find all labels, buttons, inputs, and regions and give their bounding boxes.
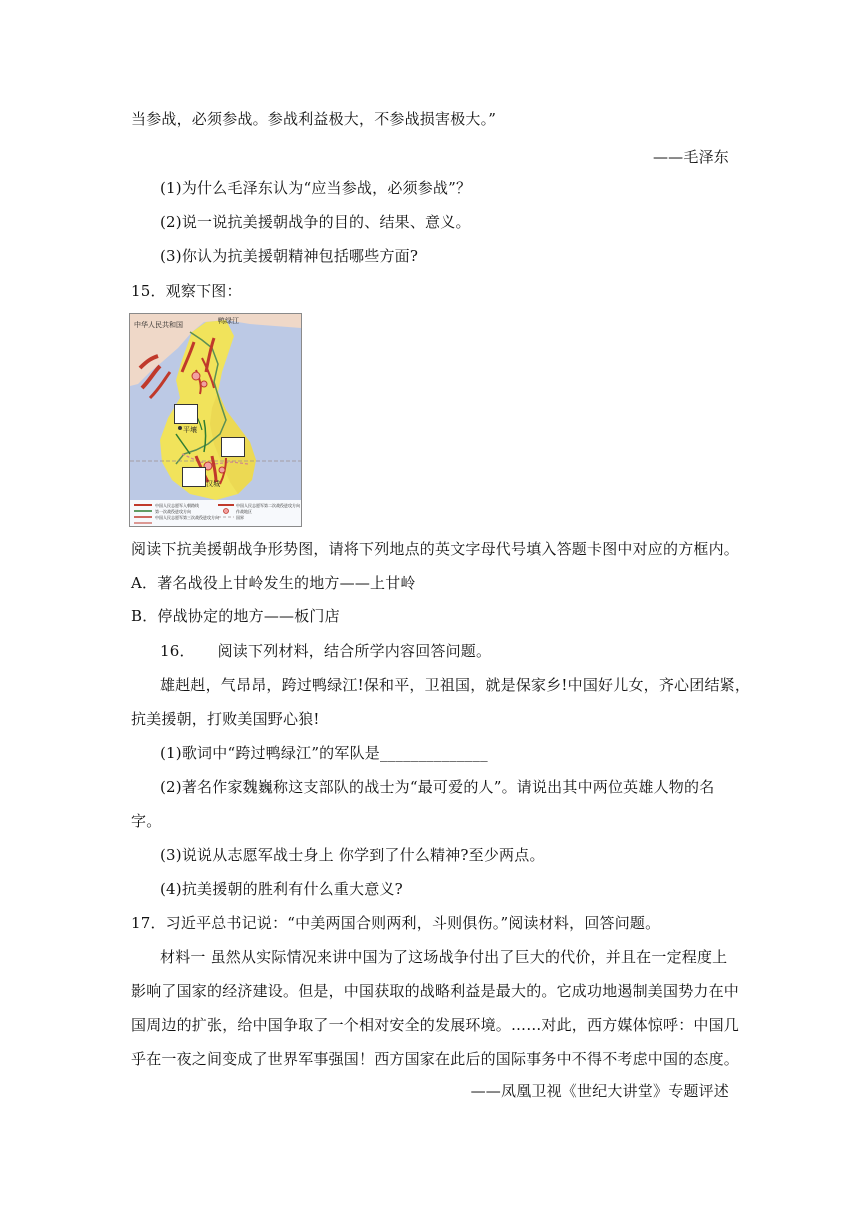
q16-heading: 16． 阅读下列材料，结合所学内容回答问题。	[160, 642, 492, 660]
q16-sub-question-1: (1)歌词中“跨过鸭绿江”的军队是______________	[160, 744, 488, 762]
q15-heading: 15．观察下图：	[131, 282, 242, 300]
q14-attribution: ——毛泽东	[652, 148, 729, 166]
map-title: 中华人民共和国	[134, 321, 183, 329]
q14-quote-end: 当参战，必须参战。参战利益极大，不参战损害极大。”	[131, 110, 497, 128]
q15-instruction: 阅读下抗美援朝战争形势图，请将下列地点的英文字母代号填入答题卡图中对应的方框内。	[131, 540, 740, 558]
q14-sub-question-1: (1)为什么毛泽东认为“应当参战，必须参战”？	[160, 179, 472, 197]
legend-item-5: 作战地区	[236, 509, 252, 514]
q15-option-a: A．著名战役上甘岭发生的地方——上甘岭	[131, 574, 416, 592]
map-label-pyongyang: 平壤	[183, 426, 197, 434]
q15-option-b: B．停战协定的地方——板门店	[131, 607, 340, 625]
q14-sub-question-3: (3)你认为抗美援朝精神包括哪些方面?	[160, 247, 419, 265]
q17-material-line-2: 影响了国家的经济建设。但是，中国获取的战略利益是最大的。它成功地遏制美国势力在中	[131, 982, 740, 1000]
q16-sub-question-3: (3)说说从志愿军战士身上 你学到了什么精神?至少两点。	[160, 846, 545, 864]
q17-heading: 17．习近平总书记说：“中美两国合则两利，斗则俱伤。”阅读材料，回答问题。	[131, 914, 661, 932]
legend-item-6: 国界	[236, 515, 244, 520]
answer-box-2[interactable]	[221, 437, 245, 457]
legend-item-2: 第一次战役进攻方向	[155, 509, 191, 514]
korean-war-map	[129, 313, 302, 527]
map-label-yalu: 鸭绿江	[218, 317, 239, 325]
q17-material-line-3: 国周边的扩张，给中国争取了一个相对安全的发展环境。……对此，西方媒体惊呼：中国几	[131, 1016, 740, 1034]
q16-lyrics-line-2: 抗美援朝，打败美国野心狼!	[131, 710, 320, 728]
q17-material-line-1: 材料一 虽然从实际情况来讲中国为了这场战争付出了巨大的代价，并且在一定程度上	[160, 948, 728, 966]
q16-lyrics-line-1: 雄赳赳，气昂昂，跨过鸭绿江!保和平，卫祖国，就是保家乡!中国好儿女，齐心团结紧，	[160, 676, 751, 694]
q14-sub-question-2: (2)说一说抗美援朝战争的目的、结果、意义。	[160, 213, 471, 231]
answer-box-1[interactable]	[174, 404, 198, 424]
q16-sub-question-2-line-2: 字。	[131, 812, 162, 830]
q16-sub-question-4: (4)抗美援朝的胜利有什么重大意义?	[160, 880, 403, 898]
legend-item-4: 中国人民志愿军第三次战役进攻方向	[155, 515, 219, 520]
q17-source: ——凤凰卫视《世纪大讲堂》专题评述	[470, 1082, 729, 1100]
q17-material-line-4: 乎在一夜之间变成了世界军事强国！西方国家在此后的国际事务中不得不考虑中国的态度。	[131, 1050, 740, 1068]
answer-box-3[interactable]	[182, 467, 206, 487]
map-label-seoul: 汉城	[206, 480, 220, 488]
legend-item-3: 中国人民志愿军第二次战役进攻方向	[236, 503, 300, 508]
q16-sub-question-2-line-1: (2)著名作家魏巍称这支部队的战士为“最可爱的人”。请说出其中两位英雄人物的名	[160, 778, 715, 796]
legend-item-1: 中国人民志愿军入朝路线	[155, 503, 199, 508]
